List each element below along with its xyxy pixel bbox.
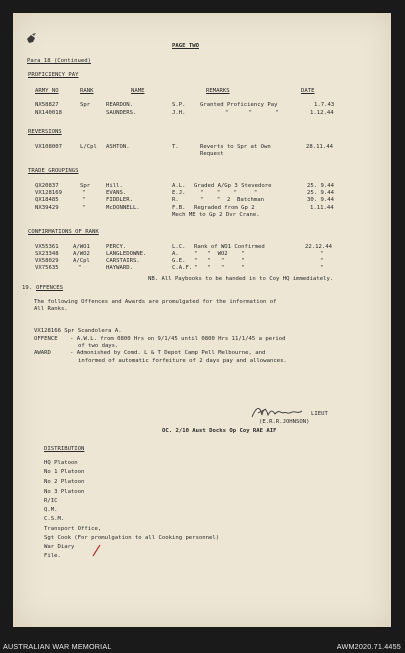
table-row-date: " bbox=[320, 258, 324, 264]
table-row-name: REARDON. bbox=[106, 102, 133, 108]
table-row-no: VX128169 bbox=[35, 190, 62, 196]
section-heading-distribution: DISTRIBUTION bbox=[44, 446, 85, 452]
table-row-rank: L/Cpl bbox=[80, 144, 97, 150]
archive-footer bbox=[0, 639, 405, 653]
table-row-date: 25. 9.44 bbox=[307, 183, 334, 189]
table-row-date: 25. 9.44 bbox=[307, 190, 334, 196]
table-row-date: " bbox=[320, 265, 324, 271]
table-row-rank: " bbox=[82, 205, 86, 211]
table-row-rank: Spr bbox=[80, 183, 91, 189]
table-row-remarks: Regraded from Gp 2 bbox=[194, 205, 255, 211]
distribution-item: HQ Platoon bbox=[44, 460, 78, 466]
table-row-init: A.L. bbox=[172, 183, 186, 189]
table-row-init: E.J. bbox=[172, 190, 186, 196]
table-row-date: " bbox=[320, 251, 324, 257]
table-row-name: ASHTON. bbox=[106, 144, 130, 150]
col-rank: RANK bbox=[80, 88, 94, 94]
table-row-init: S.P. bbox=[172, 102, 186, 108]
award-text-2: informed of automatic forfeiture of 2 days pay and allowances. bbox=[78, 358, 287, 364]
table-row-date: 1.7.43 bbox=[314, 102, 335, 108]
table-row-rank: A/WO1 bbox=[73, 244, 90, 250]
award-label: AWARD bbox=[34, 350, 51, 356]
col-date: DATE bbox=[301, 88, 315, 94]
distribution-item: Q.M. bbox=[44, 507, 58, 513]
table-row-init: C.A.F. bbox=[172, 265, 193, 271]
table-row-init: G.E. bbox=[172, 258, 186, 264]
table-row-no: NX58827 bbox=[35, 102, 59, 108]
table-row-rank: " bbox=[82, 197, 86, 203]
signatory-unit: OC. 2/10 Aust Docks Op Coy RAE AIF bbox=[162, 428, 277, 434]
table-row-name: CARSTAIRS. bbox=[106, 258, 140, 264]
table-row-date: 28.11.44 bbox=[306, 144, 333, 150]
section-heading-confirmations: CONFIRMATIONS OF RANK bbox=[28, 229, 99, 235]
distribution-item: C.S.M. bbox=[44, 516, 65, 522]
table-row-remarks: " " " " bbox=[194, 258, 245, 264]
distribution-item: File. bbox=[44, 553, 61, 559]
table-row-no: QX20837 bbox=[35, 183, 59, 189]
award-text: - Admonished by Comd. L & T Depot Camp Pell Melbourne, and bbox=[70, 350, 266, 356]
table-row-init: F.B. bbox=[172, 205, 186, 211]
signatory-name: (E.R.R.JOHNSON) bbox=[259, 419, 310, 425]
offences-intro: The following Offences and Awards are promulgated for the information of bbox=[34, 299, 277, 305]
table-row-name: SAUNDERS. bbox=[106, 110, 137, 116]
red-tick-mark bbox=[91, 543, 107, 559]
distribution-item: No 3 Platoon bbox=[44, 489, 85, 495]
table-row-init: R. bbox=[172, 197, 179, 203]
table-row-rank: " bbox=[82, 190, 86, 196]
offences-intro-2: All Ranks. bbox=[34, 306, 68, 312]
distribution-item: No 2 Platoon bbox=[44, 479, 85, 485]
table-row-rank: A/Cpl bbox=[73, 258, 90, 264]
table-row-remarks: " " 2 Batchman bbox=[200, 197, 264, 203]
offence-text: - A.W.L. from 0800 Hrs on 9/1/45 until 0800 Hrs 11/1/45 a period bbox=[70, 336, 286, 342]
table-row-no: VX58029 bbox=[35, 258, 59, 264]
table-row-no: NX140018 bbox=[35, 110, 62, 116]
col-name: NAME bbox=[131, 88, 145, 94]
table-row-init: T. bbox=[172, 144, 179, 150]
table-row-init: A. bbox=[172, 251, 179, 257]
table-row-remarks: Granted Proficiency Pay bbox=[200, 102, 278, 108]
table-row-date: 1.11.44 bbox=[310, 205, 334, 211]
table-row-remarks: Graded A/Gp 3 Stevedore bbox=[194, 183, 272, 189]
table-row-no: NX39429 bbox=[35, 205, 59, 211]
table-row-remarks: " " " " bbox=[200, 190, 258, 196]
paybook-note: NB. All Paybooks to be handed in to Coy HQ immediately. bbox=[148, 276, 334, 282]
table-row-date: 1.12.44 bbox=[310, 110, 334, 116]
section-number: 19. bbox=[22, 285, 33, 291]
table-row-rank: " bbox=[78, 265, 82, 271]
distribution-item: Transport Office, bbox=[44, 526, 102, 532]
distribution-item: War Diary bbox=[44, 544, 75, 550]
punch-hole-mark bbox=[24, 32, 38, 46]
table-row-remarks: Reverts to Spr at Own bbox=[200, 144, 271, 150]
table-row-rank: Spr bbox=[80, 102, 91, 108]
distribution-item: Sgt Cook (For promulgation to all Cooking personnel) bbox=[44, 535, 220, 541]
table-row-no: VX55361 bbox=[35, 244, 59, 250]
table-row-no: SX23348 bbox=[35, 251, 59, 257]
archive-name: AUSTRALIAN WAR MEMORIAL bbox=[3, 642, 112, 651]
table-row-remarks: Rank of WO1 Confirmed bbox=[194, 244, 265, 250]
table-row-remarks: " " " " bbox=[194, 265, 245, 271]
distribution-item: R/IC bbox=[44, 498, 58, 504]
table-row-name: LANGLEDOWNE. bbox=[106, 251, 147, 257]
section-heading-reversions: REVERSIONS bbox=[28, 129, 62, 135]
col-army-no: ARMY NO bbox=[35, 88, 59, 94]
offender-line: VX128166 Spr Scandolera A. bbox=[34, 328, 122, 334]
archive-reference: AWM2020.71.4455 bbox=[336, 642, 401, 651]
table-row-init: L.C. bbox=[172, 244, 186, 250]
table-row-remarks: " " WO2 " bbox=[194, 251, 245, 257]
table-row-date: 30. 9.44 bbox=[307, 197, 334, 203]
para-heading: Para 18 (Continued) bbox=[27, 58, 91, 64]
table-row-no: VX75635 bbox=[35, 265, 59, 271]
table-row-name: McDONNELL. bbox=[106, 205, 140, 211]
table-row-remarks-2: Mech ME to Gp 2 Dvr Crane. bbox=[172, 212, 260, 218]
table-row-remarks-2: Request bbox=[200, 151, 224, 157]
table-row-name: Hill. bbox=[106, 183, 123, 189]
offence-label: OFFENCE bbox=[34, 336, 58, 342]
table-row-no: QX18485 bbox=[35, 197, 59, 203]
offence-text-2: of two days. bbox=[78, 343, 119, 349]
page-heading: PAGE TWO bbox=[172, 43, 199, 49]
col-remarks: REMARKS bbox=[206, 88, 230, 94]
table-row-rank: A/WO2 bbox=[73, 251, 90, 257]
section-heading-offences: OFFENCES bbox=[36, 285, 63, 291]
signatory-rank: LIEUT bbox=[311, 411, 328, 417]
distribution-item: No 1 Platoon bbox=[44, 469, 85, 475]
table-row-date: 22.12.44 bbox=[305, 244, 332, 250]
section-heading-trades: TRADE GROUPINGS bbox=[28, 168, 79, 174]
table-row-name: PERCY. bbox=[106, 244, 127, 250]
table-row-name: FIDDLER. bbox=[106, 197, 133, 203]
table-row-init: J.H. bbox=[172, 110, 186, 116]
table-row-name: EVANS. bbox=[106, 190, 127, 196]
table-row-name: HAYWARD. bbox=[106, 265, 133, 271]
table-row-no: VX108007 bbox=[35, 144, 62, 150]
table-row-remarks: " " " bbox=[225, 110, 279, 116]
section-heading-proficiency: PROFICIENCY PAY bbox=[28, 72, 79, 78]
